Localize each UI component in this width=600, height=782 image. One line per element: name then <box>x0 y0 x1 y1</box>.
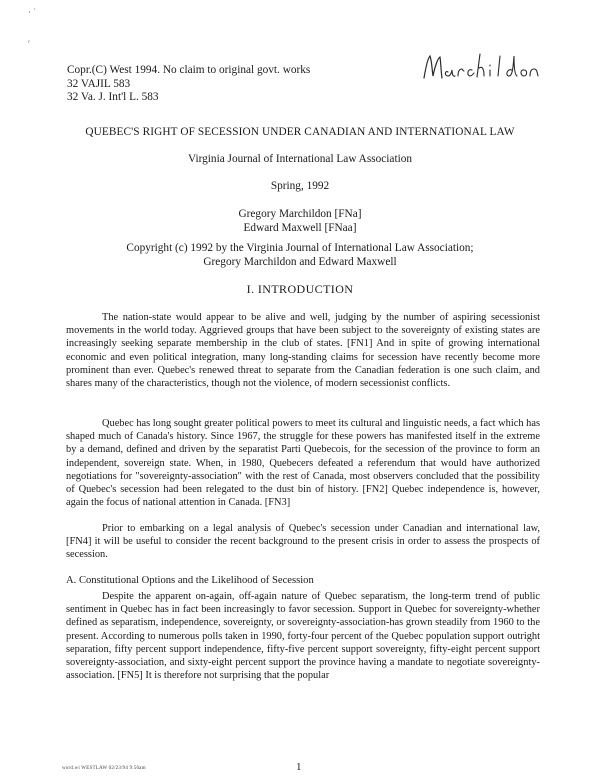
article-title: QUEBEC'S RIGHT OF SECESSION UNDER CANADIAN AND INTERNATIONAL LAW <box>85 126 515 138</box>
paragraph-3 <box>66 522 540 562</box>
author-list <box>0 208 600 235</box>
scan-specks: · ˙ ′ <box>28 7 37 49</box>
paragraph-text: The nation-state would appear to be alive and well, judging by the number of aspiring secessionist movements in the world today. Aggrieved groups that have been subject to the sovereignty of existing states are increasingly seeking separate membership in the club of states. [FN1] And in spite of growing international economic and even political integration, many long-standing claims for secession have recently become more prominent than ever. Quebec's renewed threat to separate from the Canadian federation is one such claim, and shares many of the characteristics, though not the violence, of modern secessionist conflicts. <box>66 312 540 390</box>
paragraph-4 <box>66 590 540 682</box>
journal-name: Virginia Journal of International Law Association <box>187 153 413 165</box>
subsection-heading: A. Constitutional Options and the Likelihood of Secession <box>66 575 314 586</box>
page-number: 1 <box>296 761 302 773</box>
publication-date: Spring, 1992 <box>270 180 330 192</box>
footer-source: word.wi WESTLAW 02/23/94 9:56am <box>62 766 146 771</box>
paragraph-text: Despite the apparent on-again, off-again nature of Quebec separatism, the long-term trend of public sentiment in Quebec has in fact been increasingly to favor secession. Support in Quebec for sovereignty-whether defined as separatism, independence, sovereignty, or sovereignty-association-has grown steadily from 1960 to the present. According to numerous polls taken in 1990, forty-four percent of the Quebec population support outright separation, fifty percent support independence, fifty-five percent support sovereignty, fifty-eight percent support sovereignty-association, and sixty-eight percent support the province having a mandate to negotiate sovereignty-association. [FN5] It is therefore not surprising that the popular <box>66 591 540 682</box>
citation-reporter: 32 VAJIL 583 <box>67 77 131 90</box>
author-maxwell: Edward Maxwell [FNaa] <box>243 221 357 234</box>
author-marchildon: Gregory Marchildon [FNa] <box>238 208 362 220</box>
copyright-line-2: Gregory Marchildon and Edward Maxwell <box>203 255 397 268</box>
handwritten-signature <box>420 48 550 88</box>
citation-journal: 32 Va. J. Int'l L. 583 <box>67 91 159 103</box>
paragraph-text: Quebec has long sought greater political powers to meet its cultural and linguistic needs, a fact which has shaped much of Canada's history. Since 1967, the struggle for these powers has manifested itself in the extreme by a demand, defined and driven by the separatist Parti Quebecois, for the secession of the province to form an independent, sovereign state. When, in 1980, Quebecers defeated a referendum that would have authorized negotiations for "sovereignty-association" with the rest of Canada, most observers concluded that the possibility of Quebec's secession had been relegated to the dust bin of history. [FN2] Quebec independence is, however, again the focus of national attention in Canada. [FN3] <box>66 418 541 509</box>
paragraph-2 <box>66 417 540 509</box>
copyright-notice <box>0 242 600 269</box>
citation-copyright: Copr.(C) West 1994. No claim to original govt. works <box>67 64 311 76</box>
paragraph-text: Prior to embarking on a legal analysis of Quebec's secession under Canadian and international law, [FN4] it will be useful to consider the recent background to the present crisis in order to assess the prospects of secession. <box>66 523 540 561</box>
citation-block <box>67 64 310 105</box>
section-heading: I. INTRODUCTION <box>246 282 354 296</box>
copyright-line-1: Copyright (c) 1992 by the Virginia Journal of International Law Association; <box>126 242 474 254</box>
paragraph-1 <box>66 311 540 390</box>
